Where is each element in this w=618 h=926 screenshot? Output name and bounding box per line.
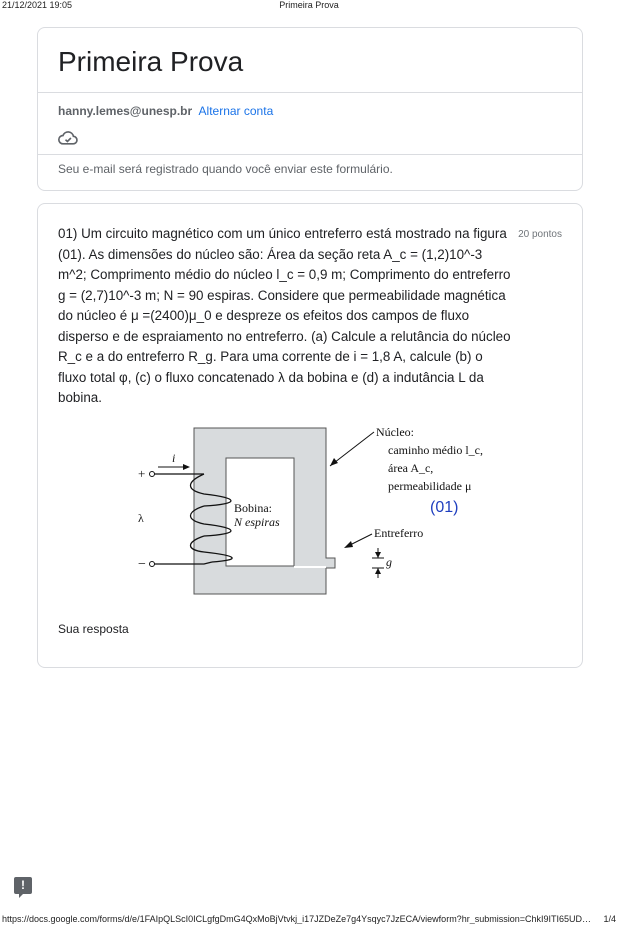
divider [38, 92, 582, 93]
core-path-label: caminho médio l_c, [388, 443, 483, 457]
question-card [37, 203, 583, 668]
terminal-plus [150, 472, 155, 477]
form-title: Primeira Prova [58, 46, 244, 77]
answer-field[interactable]: Sua resposta [58, 622, 129, 636]
minus-label: − [138, 557, 146, 572]
core-label: Núcleo: [376, 426, 414, 439]
gap-label: Entreferro [374, 526, 424, 540]
cloud-check-icon [58, 130, 78, 146]
question-text: 01) Um circuito magnético com um único entreferro está mostrado na figura (01). As dimensões do núcleo são: Área da seção reta A_c = (1,2)10^-3 m^2; Comprimento médio do núcleo l_c = 0,9 m; Comprimento do entreferro g = (2,7)10^-3 m; N = 90 espiras. Considere que permeabilidade magnética do núcleo é μ =(2400)μ_0 e despreze os efeitos dos campos de fluxo disperso e de espraiamento no entreferro. (a) Calcule a relutância do núcleo R_c e a do entreferro R_g. Para uma corrente de i = 1,8 A, calcule (b) o fluxo total φ, (c) o fluxo concatenado λ da bobina e (d) a indutância L da bobina. [58, 226, 511, 405]
magnetic-circuit-figure [108, 426, 508, 606]
email-notice: Seu e-mail será registrado quando você enviar este formulário. [58, 162, 393, 176]
plus-label: + [138, 466, 146, 481]
core-area-label: área A_c, [388, 461, 434, 475]
core-gap-piece [294, 566, 326, 568]
divider [38, 154, 582, 155]
account-line [58, 104, 273, 118]
lambda-label: λ [138, 511, 144, 525]
question-points: 20 pontos [518, 229, 562, 240]
print-datetime: 21/12/2021 19:05 [2, 0, 73, 10]
terminal-minus [150, 562, 155, 567]
gap-g-label: g [386, 555, 392, 569]
form-header-card [37, 27, 583, 191]
report-feedback-button[interactable] [14, 877, 32, 894]
figure-number: (01) [430, 499, 459, 516]
print-page-number: 1/4 [603, 914, 616, 924]
print-header [0, 0, 618, 14]
exclamation-icon: ! [21, 878, 25, 892]
coil-label: Bobina: [234, 501, 272, 515]
print-title: Primeira Prova [279, 0, 339, 10]
print-url: https://docs.google.com/forms/d/e/1FAIpQLScI0ICLgfgDmG4QxMoBjVtvkj_i17JZDeZe7g4Ysqyc7JzECA/viewform?hr_submission=ChkI9ITI65UD… [2, 914, 591, 924]
current-label: i [172, 451, 176, 465]
core-permeability-label: permeabilidade μ [388, 479, 472, 493]
coil-turns-label: N espiras [234, 515, 280, 529]
switch-account-link[interactable]: Alternar conta [198, 104, 274, 118]
print-footer [0, 914, 618, 926]
account-email: hanny.lemes@unesp.br [58, 104, 193, 118]
